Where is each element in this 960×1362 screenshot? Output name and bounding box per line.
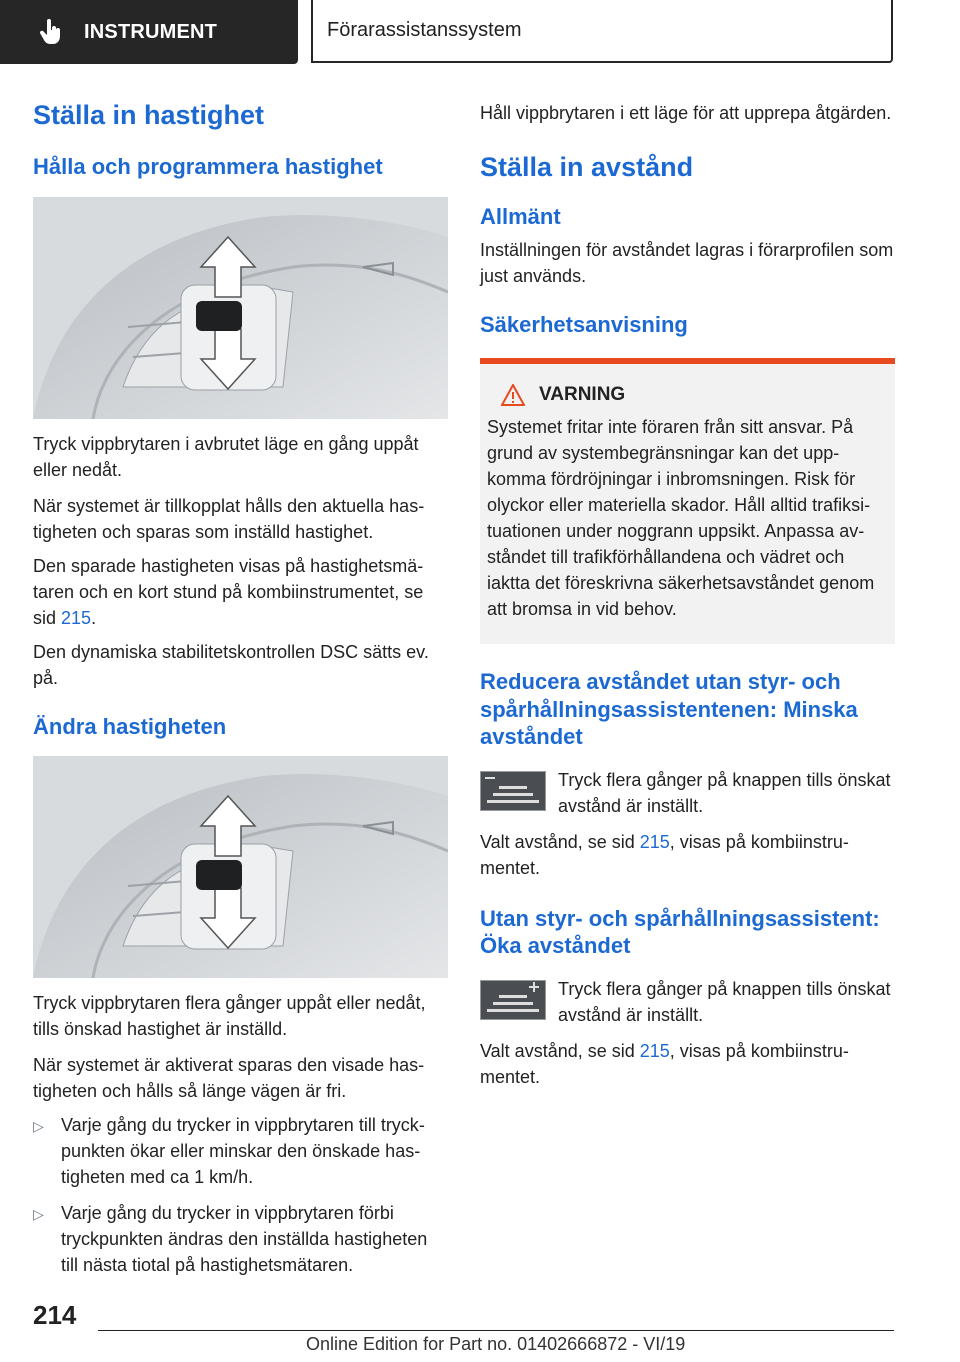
text: Valt avstånd, se sid [480, 831, 640, 852]
page-link-215[interactable]: 215 [61, 607, 92, 628]
paragraph [480, 829, 895, 881]
paragraph: Tryck flera gånger på knappen tills önskat avstånd är inställt. [558, 769, 891, 816]
heading-general: Allmänt [480, 204, 561, 229]
warning-triangle-icon [501, 384, 525, 406]
paragraph: Håll vippbrytaren i ett läge för att upprepa åtgärden. [480, 103, 892, 123]
heading-safety-notice: Säkerhetsanvisning [480, 311, 688, 337]
heading-increase-distance: Utan styr- och spårhållningsassistent: Öka avståndet [480, 905, 880, 958]
heading-change-speed: Ändra hastigheten [33, 713, 227, 739]
right-column [480, 100, 895, 1090]
list-item [33, 1200, 448, 1278]
page-header [0, 0, 960, 66]
text: Varje gång du trycker in vippbrytaren till tryckpunkten ökar eller minskar den önskade hastigheten med ca 1 km/h. [61, 1115, 425, 1187]
triangle-bullet-icon: ▷ [33, 1118, 44, 1134]
chapter-tab [311, 0, 893, 63]
page-number: 214 [33, 1300, 77, 1330]
steering-wheel-photo-2 [33, 756, 448, 978]
button-instruction-row [480, 976, 895, 1028]
text: . [91, 607, 97, 628]
edition-note: Online Edition for Part no. 01402666872 - VI/19 [306, 1334, 686, 1354]
warning-header [487, 384, 887, 406]
distance-decrease-button-icon [480, 771, 546, 811]
paragraph [33, 553, 448, 631]
text: Den sparade hastigheten visas på hastighetsmätaren och en kort stund på kombiinstrumentet, se sid [33, 555, 424, 628]
bullet-list [33, 1112, 448, 1278]
text: , visas på kombiinstrumentet. [480, 831, 849, 878]
footer-divider [98, 1330, 894, 1331]
paragraph: Tryck flera gånger på knappen tills önskat avstånd är inställt. [558, 978, 891, 1025]
paragraph: När systemet är tillkopplat hålls den aktuella hastigheten och sparas som inställd hastighet. [33, 495, 425, 542]
heading-hold-speed: Hålla och programmera hastighet [33, 154, 383, 179]
paragraph: Inställningen för avståndet lagras i förarprofilen som just används. [480, 239, 894, 286]
steering-wheel-photo-1 [33, 197, 448, 419]
triangle-bullet-icon: ▷ [33, 1206, 44, 1222]
paragraph [480, 1038, 895, 1090]
paragraph: Tryck vippbrytaren flera gånger uppåt eller nedåt, tills önskad hastighet är inställd. [33, 993, 426, 1039]
paragraph: När systemet är aktiverat sparas den visade hastigheten och hålls så länge vägen är fri. [33, 1055, 425, 1101]
heading-set-distance: Ställa in avstånd [480, 152, 694, 182]
text: Varje gång du trycker in vippbrytaren förbi tryckpunkten ändras den inställda hastigheten till nästa tiotal på hastighetsmätaren. [61, 1203, 428, 1275]
button-instruction-row [480, 767, 895, 819]
steering-wheel-rocker-illustration [33, 197, 448, 419]
text: , visas på kombiinstrumentet. [480, 1040, 849, 1087]
page-link-215[interactable]: 215 [639, 1040, 670, 1061]
section-tab [0, 0, 298, 64]
paragraph: Den dynamiska stabilitetskontrollen DSC sätts ev. på. [33, 641, 429, 688]
heading-set-speed: Ställa in hastighet [33, 100, 265, 130]
left-column [33, 100, 448, 1278]
hand-pointer-icon [36, 17, 66, 47]
page-link-215[interactable]: 215 [639, 831, 670, 852]
warning-title: VARNING [539, 384, 626, 405]
warning-text: Systemet fritar inte föraren från sitt ansvar. På grund av systembegränsningar kan det uppkomma fördröjningar i inbromsningen. Risk för olyckor eller materiella skador. Håll alltid trafiksituationen under noggrann uppsikt. Anpassa avståndet till trafikförhållandena och vädret och iaktta det föreskrivna säkerhetsavståndet genom att bromsa in vid behov. [487, 417, 875, 619]
warning-box [480, 358, 895, 644]
chapter-label: Förarassistanssystem [327, 19, 522, 41]
text: Valt avstånd, se sid [480, 1040, 640, 1061]
section-label: INSTRUMENT [84, 20, 218, 43]
paragraph: Tryck vippbrytaren i avbrutet läge en gång uppåt eller nedåt. [33, 433, 419, 480]
list-item [33, 1112, 448, 1190]
heading-reduce-distance: Reducera avståndet utan styr- och spårhållningsassistentenen: Minska avståndet [480, 669, 858, 749]
distance-increase-button-icon [480, 980, 546, 1020]
steering-wheel-rocker-illustration [33, 756, 448, 978]
